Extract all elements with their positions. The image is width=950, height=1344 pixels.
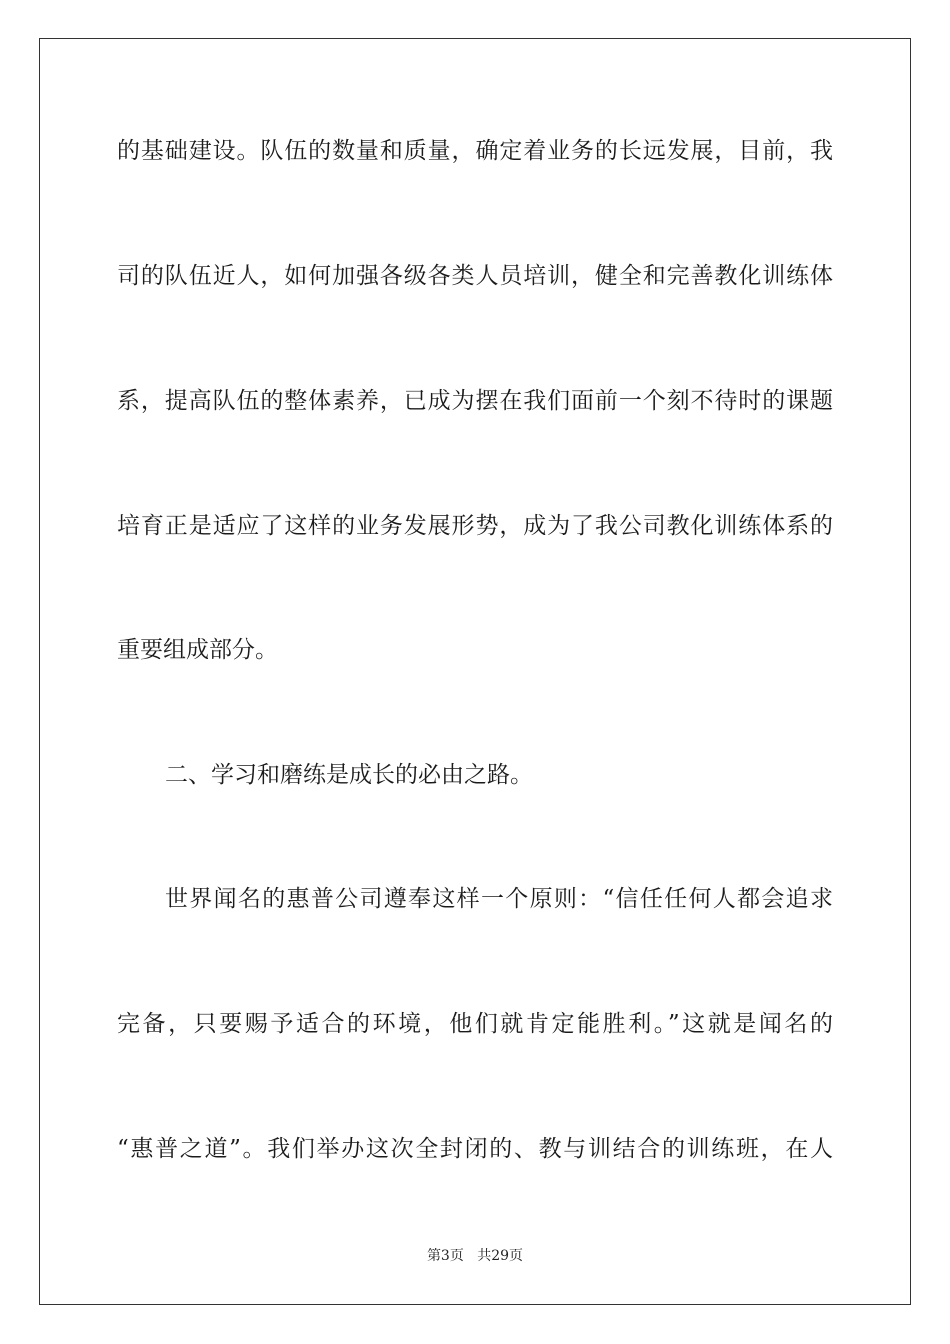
paragraph-line-5: 重要组成部分。	[117, 637, 278, 663]
paragraph-line-4: 培育正是适应了这样的业务发展形势，成为了我公司教化训练体系的	[117, 513, 833, 539]
paragraph-line-7: 世界闻名的惠普公司遵奉这样一个原则：“信任任何人都会追求	[165, 886, 833, 912]
paragraph-line-9: “惠普之道”。我们举办这次全封闭的、教与训结合的训练班，在人	[117, 1136, 833, 1162]
paragraph-line-8: 完备，只要赐予适合的环境，他们就肯定能胜利。”这就是闻名的	[117, 1011, 833, 1037]
paragraph-line-2: 司的队伍近人，如何加强各级各类人员培训，健全和完善教化训练体	[117, 263, 833, 289]
page-footer	[0, 1246, 950, 1266]
paragraph-line-3: 系，提高队伍的整体素养，已成为摆在我们面前一个刻不待时的课题	[117, 388, 833, 414]
section-heading: 二、学习和磨练是成长的必由之路。	[165, 762, 533, 788]
total-pages: 共29页	[477, 1248, 524, 1264]
page-border	[39, 38, 911, 1305]
current-page-number: 第3页	[426, 1248, 464, 1264]
paragraph-line-1: 的基础建设。队伍的数量和质量，确定着业务的长远发展，目前，我	[117, 138, 833, 164]
